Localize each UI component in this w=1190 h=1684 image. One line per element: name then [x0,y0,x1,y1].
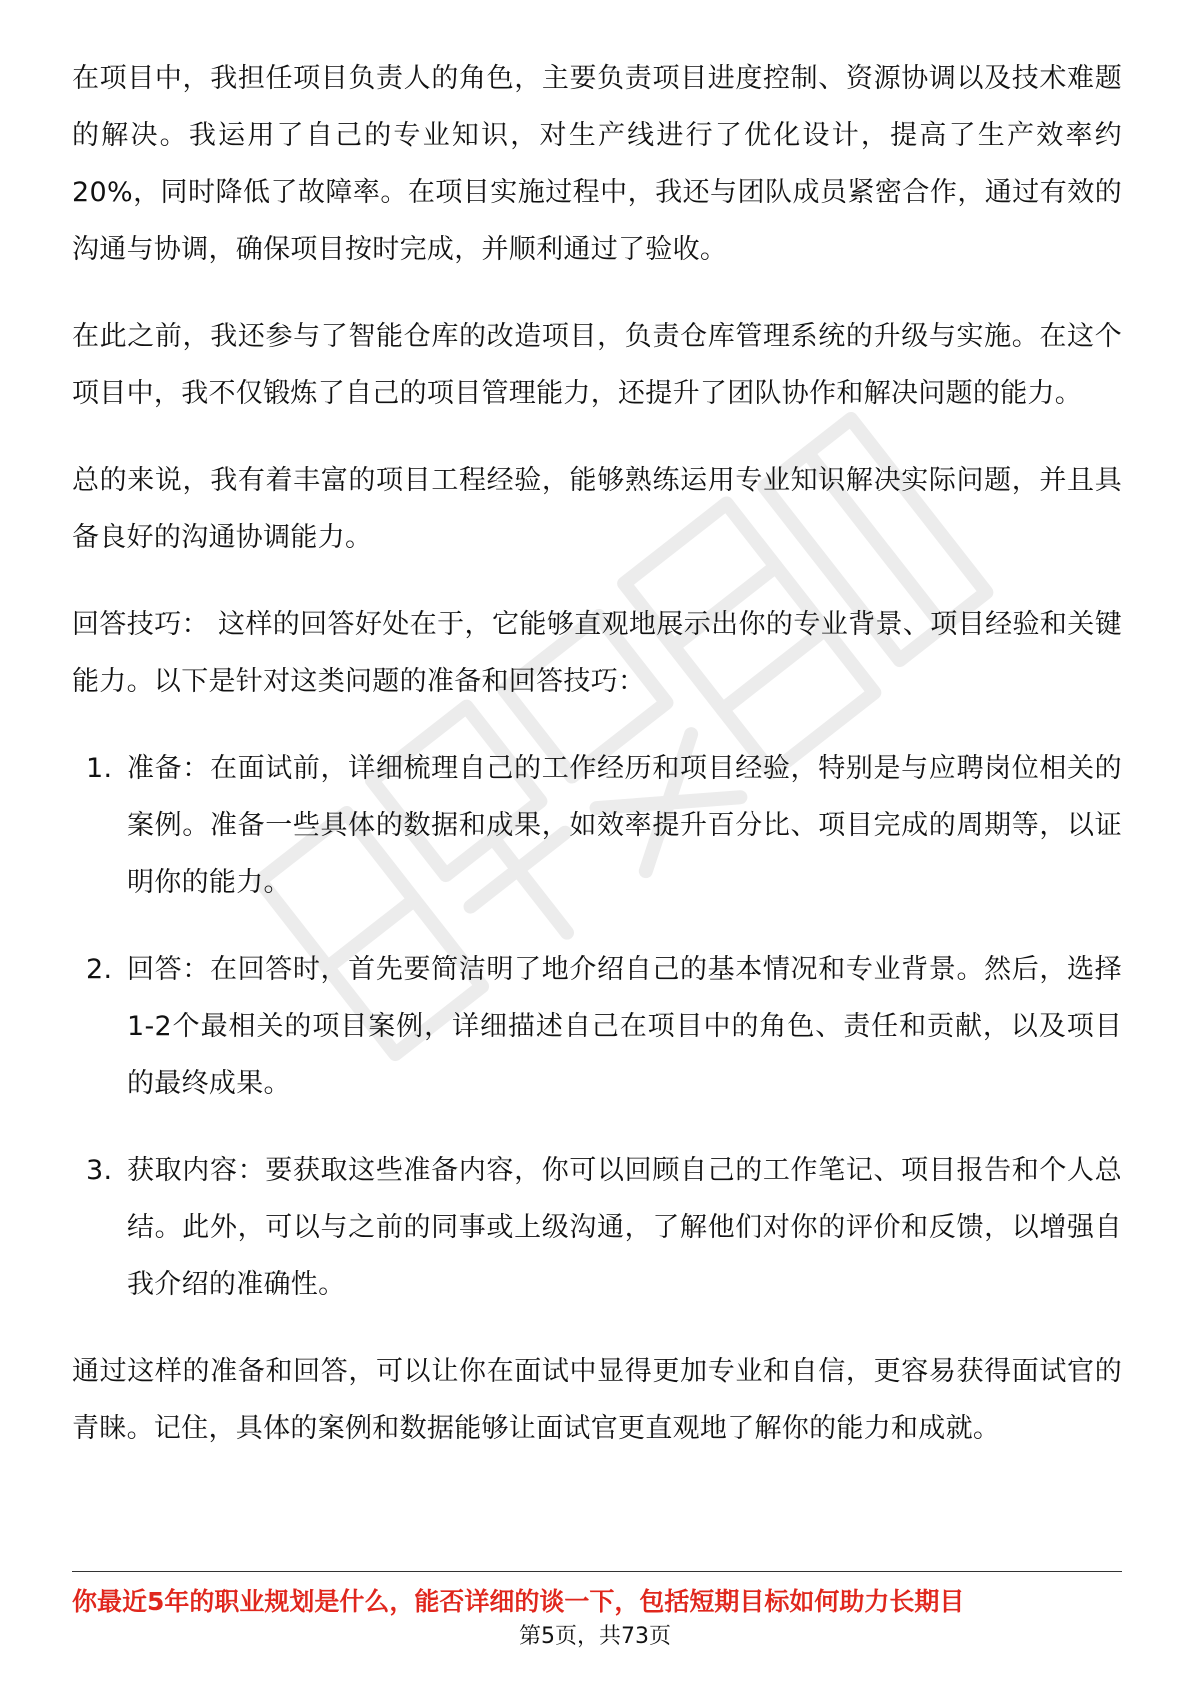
list-item-text: 准备：在面试前，详细梳理自己的工作经历和项目经验，特别是与应聘岗位相关的案例。准备一些具体的数据和成果，如效率提升百分比、项目完成的周期等，以证明你的能力。 [127,753,1122,898]
list-item [72,740,1122,911]
page-number: 第5页，共73页 [519,1624,671,1649]
list-item-text: 回答：在回答时，首先要简洁明了地介绍自己的基本情况和专业背景。然后，选择1-2个最相关的项目案例，详细描述自己在项目中的角色、责任和贡献，以及项目的最终成果。 [127,954,1122,1099]
paragraph-conclusion: 通过这样的准备和回答，可以让你在面试中显得更加专业和自信，更容易获得面试官的青睐。记住，具体的案例和数据能够让面试官更直观地了解你的能力和成就。 [72,1356,1122,1444]
list-item-number: 3. [86,1155,113,1186]
list-item [72,1142,1122,1313]
paragraph-summary: 总的来说，我有着丰富的项目工程经验，能够熟练运用专业知识解决实际问题，并且具备良好的沟通协调能力。 [72,465,1122,553]
list-item [72,941,1122,1112]
list-item-number: 1. [86,753,113,784]
list-item-text: 获取内容：要获取这些准备内容，你可以回顾自己的工作笔记、项目报告和个人总结。此外，可以与之前的同事或上级沟通，了解他们对你的评价和反馈，以增强自我介绍的准确性。 [127,1155,1122,1300]
paragraph-project-role: 在项目中，我担任项目负责人的角色，主要负责项目进度控制、资源协调以及技术难题的解决。我运用了自己的专业知识，对生产线进行了优化设计，提高了生产效率约20%，同时降低了故障率。在项目实施过程中，我还与团队成员紧密合作，通过有效的沟通与协调，确保项目按时完成，并顺利通过了验收。 [72,63,1122,265]
list-item-number: 2. [86,954,113,985]
main-content [72,50,1122,1487]
tips-list [72,740,1122,1313]
paragraph-warehouse-project: 在此之前，我还参与了智能仓库的改造项目，负责仓库管理系统的升级与实施。在这个项目中，我不仅锻炼了自己的项目管理能力，还提升了团队协作和解决问题的能力。 [72,321,1122,409]
paragraph-answer-tips: 回答技巧： 这样的回答好处在于，它能够直观地展示出你的专业背景、项目经验和关键能力。以下是针对这类问题的准备和回答技巧： [72,609,1122,697]
next-question-heading: 你最近5年的职业规划是什么，能否详细的谈一下，包括短期目标如何助力长期目 [72,1587,965,1616]
footer-divider [72,1571,1122,1572]
